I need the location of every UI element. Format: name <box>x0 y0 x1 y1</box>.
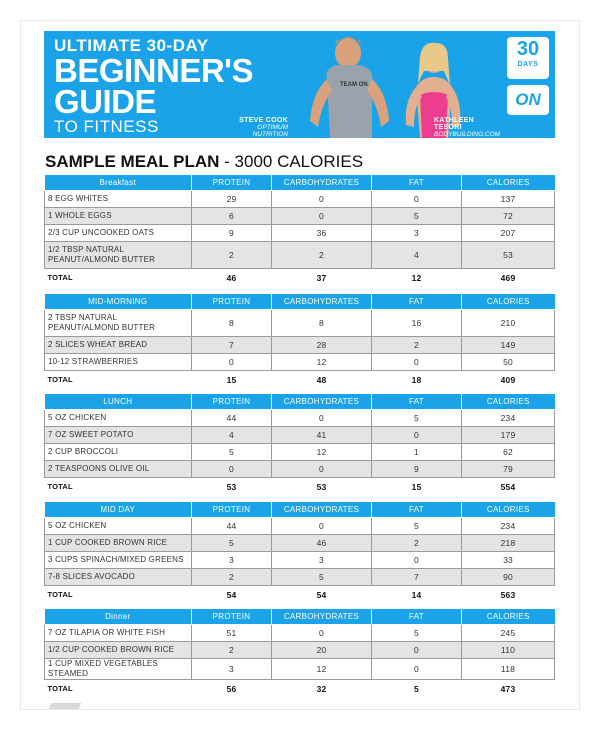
food-item: 1/2 TBSP NATURAL PEANUT/ALMOND BUTTER <box>45 241 192 268</box>
days-badge-number: 30 <box>516 38 540 60</box>
nutrient-value: 234 <box>462 409 555 426</box>
total-value: 54 <box>192 585 272 604</box>
total-value: 56 <box>192 679 272 698</box>
total-value: 12 <box>372 268 462 287</box>
nutrient-value: 0 <box>372 641 462 658</box>
nutrient-value: 2 <box>192 568 272 585</box>
nutrient-value: 2 <box>372 534 462 551</box>
nutrient-value: 0 <box>192 353 272 370</box>
food-row <box>45 534 555 551</box>
table-header-row <box>45 609 555 624</box>
nutrient-value: 9 <box>372 460 462 477</box>
column-header: FAT <box>372 609 462 624</box>
meal-table <box>44 502 555 604</box>
food-item: 8 EGG WHITES <box>45 190 192 207</box>
column-header: CARBOHYDRATES <box>272 394 372 409</box>
nutrient-value: 41 <box>272 426 372 443</box>
nutrient-value: 0 <box>372 353 462 370</box>
nutrient-value: 0 <box>272 409 372 426</box>
total-value: 554 <box>462 477 555 496</box>
meal-name: MID-MORNING <box>45 294 192 309</box>
column-header: CARBOHYDRATES <box>272 175 372 190</box>
total-label: TOTAL <box>45 370 192 389</box>
food-item: 2 CUP BROCCOLI <box>45 443 192 460</box>
nutrient-value: 179 <box>462 426 555 443</box>
nutrient-value: 6 <box>192 207 272 224</box>
column-header: FAT <box>372 175 462 190</box>
food-row <box>45 241 555 268</box>
person-1-name: STEVE COOK <box>239 117 288 124</box>
food-row <box>45 551 555 568</box>
food-row <box>45 443 555 460</box>
nutrient-value: 2 <box>192 241 272 268</box>
total-value: 14 <box>372 585 462 604</box>
nutrient-value: 0 <box>272 517 372 534</box>
total-row <box>45 370 555 389</box>
nutrient-value: 210 <box>462 309 555 336</box>
nutrient-value: 2 <box>192 641 272 658</box>
column-header: PROTEIN <box>192 175 272 190</box>
column-header: CARBOHYDRATES <box>272 294 372 309</box>
nutrient-value: 5 <box>372 207 462 224</box>
nutrient-value: 0 <box>372 426 462 443</box>
nutrient-value: 149 <box>462 336 555 353</box>
nutrient-value: 5 <box>272 568 372 585</box>
column-header: CALORIES <box>462 609 555 624</box>
nutrient-value: 3 <box>272 551 372 568</box>
nutrient-value: 62 <box>462 443 555 460</box>
column-header: CARBOHYDRATES <box>272 609 372 624</box>
nutrient-value: 0 <box>372 658 462 679</box>
nutrient-value: 46 <box>272 534 372 551</box>
nutrient-value: 0 <box>272 207 372 224</box>
nutrient-value: 36 <box>272 224 372 241</box>
person-2-caption <box>434 117 504 138</box>
food-item: 1/2 CUP COOKED BROWN RICE <box>45 641 192 658</box>
nutrient-value: 0 <box>272 190 372 207</box>
nutrient-value: 33 <box>462 551 555 568</box>
nutrient-value: 5 <box>372 409 462 426</box>
food-item: 7 OZ SWEET POTATO <box>45 426 192 443</box>
total-label: TOTAL <box>45 679 192 698</box>
nutrient-value: 3 <box>192 658 272 679</box>
total-value: 409 <box>462 370 555 389</box>
column-header: CARBOHYDRATES <box>272 502 372 517</box>
nutrient-value: 3 <box>192 551 272 568</box>
nutrient-value: 12 <box>272 353 372 370</box>
food-row <box>45 190 555 207</box>
food-item: 2 TEASPOONS OLIVE OIL <box>45 460 192 477</box>
food-item: 1 CUP COOKED BROWN RICE <box>45 534 192 551</box>
nutrient-value: 4 <box>192 426 272 443</box>
nutrient-value: 28 <box>272 336 372 353</box>
column-header: CALORIES <box>462 175 555 190</box>
total-value: 473 <box>462 679 555 698</box>
food-row <box>45 641 555 658</box>
nutrient-value: 110 <box>462 641 555 658</box>
title-line-4: TO FITNESS <box>54 117 159 136</box>
food-item: 2 TBSP NATURAL PEANUT/ALMOND BUTTER <box>45 309 192 336</box>
food-row <box>45 624 555 641</box>
table-header-row <box>45 394 555 409</box>
food-row <box>45 336 555 353</box>
nutrient-value: 7 <box>372 568 462 585</box>
total-row <box>45 585 555 604</box>
food-item: 5 OZ CHICKEN <box>45 409 192 426</box>
meal-plan-title <box>45 152 363 172</box>
food-row <box>45 409 555 426</box>
nutrient-value: 44 <box>192 517 272 534</box>
person-2-affiliation: BODYBUILDING.COM <box>434 131 501 138</box>
column-header: PROTEIN <box>192 609 272 624</box>
nutrient-value: 0 <box>272 460 372 477</box>
food-item: 7-8 SLICES AVOCADO <box>45 568 192 585</box>
nutrient-value: 0 <box>192 460 272 477</box>
column-header: FAT <box>372 394 462 409</box>
food-item: 3 CUPS SPINACH/MIXED GREENS <box>45 551 192 568</box>
nutrient-value: 90 <box>462 568 555 585</box>
days-badge <box>507 37 549 79</box>
table-header-row <box>45 175 555 190</box>
nutrient-value: 137 <box>462 190 555 207</box>
nutrient-value: 2 <box>372 336 462 353</box>
total-value: 32 <box>272 679 372 698</box>
food-row <box>45 460 555 477</box>
nutrient-value: 4 <box>372 241 462 268</box>
total-label: TOTAL <box>45 268 192 287</box>
nutrient-value: 53 <box>462 241 555 268</box>
male-model-figure <box>310 37 389 138</box>
meal-table <box>44 175 555 287</box>
column-header: PROTEIN <box>192 294 272 309</box>
person-1-affiliation: OPTIMUM NUTRITION <box>252 124 288 138</box>
nutrient-value: 0 <box>272 624 372 641</box>
nutrient-value: 8 <box>192 309 272 336</box>
meal-section-lunch <box>44 394 554 496</box>
meal-section-breakfast <box>44 175 554 287</box>
meal-table <box>44 294 555 389</box>
food-item: 2/3 CUP UNCOOKED OATS <box>45 224 192 241</box>
food-row <box>45 309 555 336</box>
nutrient-value: 0 <box>372 551 462 568</box>
nutrient-value: 16 <box>372 309 462 336</box>
total-value: 15 <box>372 477 462 496</box>
total-row <box>45 268 555 287</box>
nutrient-value: 12 <box>272 443 372 460</box>
nutrient-value: 8 <box>272 309 372 336</box>
nutrient-value: 207 <box>462 224 555 241</box>
column-header: PROTEIN <box>192 394 272 409</box>
table-header-row <box>45 502 555 517</box>
column-header: FAT <box>372 294 462 309</box>
meal-name: Breakfast <box>45 175 192 190</box>
meal-name: LUNCH <box>45 394 192 409</box>
meal-table <box>44 394 555 496</box>
total-row <box>45 679 555 698</box>
total-value: 5 <box>372 679 462 698</box>
food-item: 2 SLICES WHEAT BREAD <box>45 336 192 353</box>
food-item: 1 WHOLE EGGS <box>45 207 192 224</box>
nutrient-value: 245 <box>462 624 555 641</box>
meal-plan-title-bold: SAMPLE MEAL PLAN <box>45 152 220 171</box>
meal-name: MID DAY <box>45 502 192 517</box>
food-row <box>45 224 555 241</box>
total-value: 18 <box>372 370 462 389</box>
person-2-name: KATHLEEN TESORI <box>434 117 474 131</box>
nutrient-value: 9 <box>192 224 272 241</box>
total-value: 53 <box>272 477 372 496</box>
total-value: 48 <box>272 370 372 389</box>
food-row <box>45 353 555 370</box>
nutrient-value: 234 <box>462 517 555 534</box>
total-value: 469 <box>462 268 555 287</box>
brand-logo: ON <box>507 85 549 115</box>
nutrient-value: 3 <box>372 224 462 241</box>
column-header: FAT <box>372 502 462 517</box>
nutrient-value: 44 <box>192 409 272 426</box>
nutrient-value: 7 <box>192 336 272 353</box>
column-header: CALORIES <box>462 394 555 409</box>
food-row <box>45 568 555 585</box>
food-row <box>45 658 555 679</box>
food-row <box>45 207 555 224</box>
meal-section-mid-morning <box>44 294 554 389</box>
food-row <box>45 517 555 534</box>
header-banner <box>44 31 555 138</box>
nutrient-value: 29 <box>192 190 272 207</box>
total-value: 37 <box>272 268 372 287</box>
meal-plan-title-calories: - 3000 CALORIES <box>219 152 364 171</box>
food-item: 10-12 STRAWBERRIES <box>45 353 192 370</box>
nutrient-value: 51 <box>192 624 272 641</box>
food-item: 5 OZ CHICKEN <box>45 517 192 534</box>
nutrient-value: 72 <box>462 207 555 224</box>
days-badge-label: DAYS <box>517 61 539 68</box>
nutrient-value: 20 <box>272 641 372 658</box>
nutrient-value: 218 <box>462 534 555 551</box>
shirt-logo: TEAM ON <box>340 82 368 88</box>
nutrient-value: 1 <box>372 443 462 460</box>
nutrient-value: 118 <box>462 658 555 679</box>
table-header-row <box>45 294 555 309</box>
total-label: TOTAL <box>45 585 192 604</box>
nutrient-value: 50 <box>462 353 555 370</box>
meal-section-mid-day <box>44 502 554 604</box>
nutrient-value: 12 <box>272 658 372 679</box>
food-item: 7 OZ TILAPIA OR WHITE FISH <box>45 624 192 641</box>
meal-table <box>44 609 555 698</box>
meal-section-dinner <box>44 609 554 698</box>
title-line-3: GUIDE <box>54 83 157 120</box>
column-header: CALORIES <box>462 294 555 309</box>
meal-name: Dinner <box>45 609 192 624</box>
food-row <box>45 426 555 443</box>
column-header: CALORIES <box>462 502 555 517</box>
food-item: 1 CUP MIXED VEGETABLES STEAMED <box>45 658 192 679</box>
total-row <box>45 477 555 496</box>
total-label: TOTAL <box>45 477 192 496</box>
nutrient-value: 79 <box>462 460 555 477</box>
title-line-1: ULTIMATE 30-DAY <box>54 36 209 55</box>
nutrient-value: 5 <box>372 517 462 534</box>
nutrient-value: 0 <box>372 190 462 207</box>
nutrient-value: 5 <box>192 534 272 551</box>
column-header: PROTEIN <box>192 502 272 517</box>
total-value: 53 <box>192 477 272 496</box>
total-value: 15 <box>192 370 272 389</box>
nutrient-value: 5 <box>372 624 462 641</box>
title-line-2: BEGINNER'S <box>54 52 254 89</box>
nutrient-value: 2 <box>272 241 372 268</box>
total-value: 54 <box>272 585 372 604</box>
person-1-caption <box>228 117 288 138</box>
nutrient-value: 5 <box>192 443 272 460</box>
total-value: 46 <box>192 268 272 287</box>
total-value: 563 <box>462 585 555 604</box>
footer-mark <box>49 703 82 709</box>
